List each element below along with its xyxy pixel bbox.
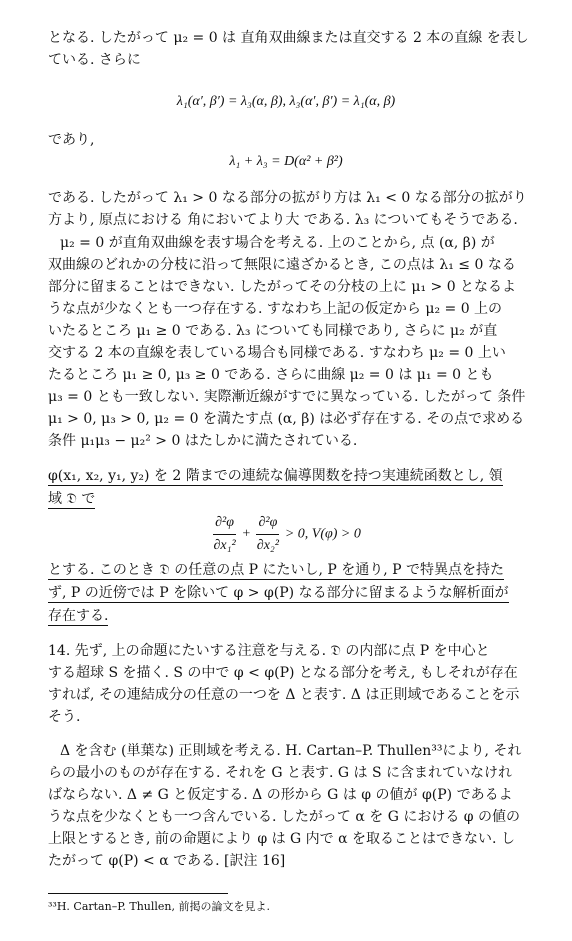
- proposition-line: 域 𝔇 で: [48, 491, 96, 507]
- text-line: 方より, 原点における 角においてより大 である. λ₃ についてもそうである.: [48, 212, 518, 228]
- text-line: であり,: [48, 132, 95, 148]
- proposition-line: とする. このとき 𝔇 の任意の点 P にたいし, P を通り, P で特異点を持た: [48, 562, 505, 578]
- text-line: すれば, その連結成分の任意の一つを Δ と表す. Δ は正則域であることを示: [48, 687, 520, 703]
- text-line: 部分に留まることはできない. したがってその分枝の上に μ₁ > 0 となるよ: [48, 279, 517, 295]
- text-line: そう.: [48, 709, 81, 725]
- second-derivative-fraction: $\frac{\text{∂²φ}}{\text{∂x₂²}}$: [256, 512, 279, 557]
- text-line: たるところ μ₁ ≥ 0, μ₃ ≥ 0 である. さらに曲線 μ₂ = 0 は μ₁ = 0 とも: [48, 367, 494, 383]
- text-line: μ₁ > 0, μ₃ > 0, μ₂ = 0 を満たす点 (α, β) は必ず存在する. その点で求める: [48, 411, 525, 427]
- text-line: うな点が少なくとも一つ存在する. すなわち上記の仮定から μ₂ = 0 上の: [48, 301, 503, 317]
- footnote-rule: [48, 893, 228, 894]
- text-line: μ₃ = 0 とも一致しない. 実際漸近線がすでに異なっている. したがって 条件: [48, 389, 526, 405]
- text-line: ばならない. Δ ≠ G と仮定する. Δ の形から G は φ の値が φ(P) であるよ: [48, 787, 513, 803]
- equation: λ₁(α′, β′) = λ₃(α, β), λ₃(α′, β′) = λ₁(α, β): [176, 94, 396, 109]
- inequality-display: $\frac{\text{∂²φ}}{\text{∂x₁²}}$ + $\frac{\text{∂²φ}}{\text{∂x₂²}}$ > 0, V(φ) > 0: [0, 512, 572, 557]
- text-line: である. したがって λ₁ > 0 なる部分の拡がり方は λ₁ < 0 なる部分の拡がり: [48, 190, 527, 206]
- equation: λ₁ + λ₃ = D(α² + β²): [229, 154, 343, 169]
- text-line: 条件 μ₁μ₃ − μ₂² > 0 はたしかに満たされている.: [48, 433, 358, 449]
- text-line: 交する 2 本の直線を表している場合も同様である. すなわち μ₂ = 0 上い: [48, 345, 506, 361]
- text-line: Δ を含む (単葉な) 正則域を考える. H. Cartan–P. Thullen³³により, それ: [60, 743, 522, 759]
- text-line: となる. したがって μ₂ = 0 は 直角双曲線または直交する 2 本の直線 を表し: [48, 30, 529, 46]
- second-derivative-fraction: $\frac{\text{∂²φ}}{\text{∂x₁²}}$: [213, 512, 236, 557]
- text-line: μ₂ = 0 が直角双曲線を表す場合を考える. 上のことから, 点 (α, β) が: [60, 235, 495, 251]
- proposition-line: ず, P の近傍では P を除いて φ > φ(P) なる部分に留まるような解析面が: [48, 585, 509, 601]
- section-14-line: 14. 先ず, 上の命題にたいする注意を与える. 𝔇 の内部に点 P を中心と: [48, 643, 490, 659]
- text-line: 上限とするとき, 前の命題により φ は G 内で α を取ることはできない. し: [48, 831, 515, 847]
- text-line: らの最小のものが存在する. それを G と表す. G は S に含まれていなけれ: [48, 765, 513, 781]
- footnote: ³³H. Cartan–P. Thullen, 前掲の論文を見よ.: [48, 900, 270, 913]
- proposition-line: φ(x₁, x₂, y₁, y₂) を 2 階までの連続な偏導関数を持つ実連続函数とし, 領: [48, 468, 503, 484]
- text-line: うな点を少なくとも一つ含んでいる. したがって α を G における φ の値の: [48, 809, 521, 825]
- text-line: 双曲線のどれかの分枝に沿って無限に遠ざかるとき, この点は λ₁ ≤ 0 なる: [48, 257, 516, 273]
- proposition-line: 存在する.: [48, 608, 109, 624]
- text-line: する超球 S を描く. S の中で φ < φ(P) となる部分を考え, もしそれが存在: [48, 665, 518, 681]
- text-line: いたるところ μ₁ ≥ 0 である. λ₃ についても同様であり, さらに μ₂ が直: [48, 323, 498, 339]
- text-line: ている. さらに: [48, 52, 141, 68]
- text-line: たがって φ(P) < α である. [訳注 16]: [48, 853, 286, 869]
